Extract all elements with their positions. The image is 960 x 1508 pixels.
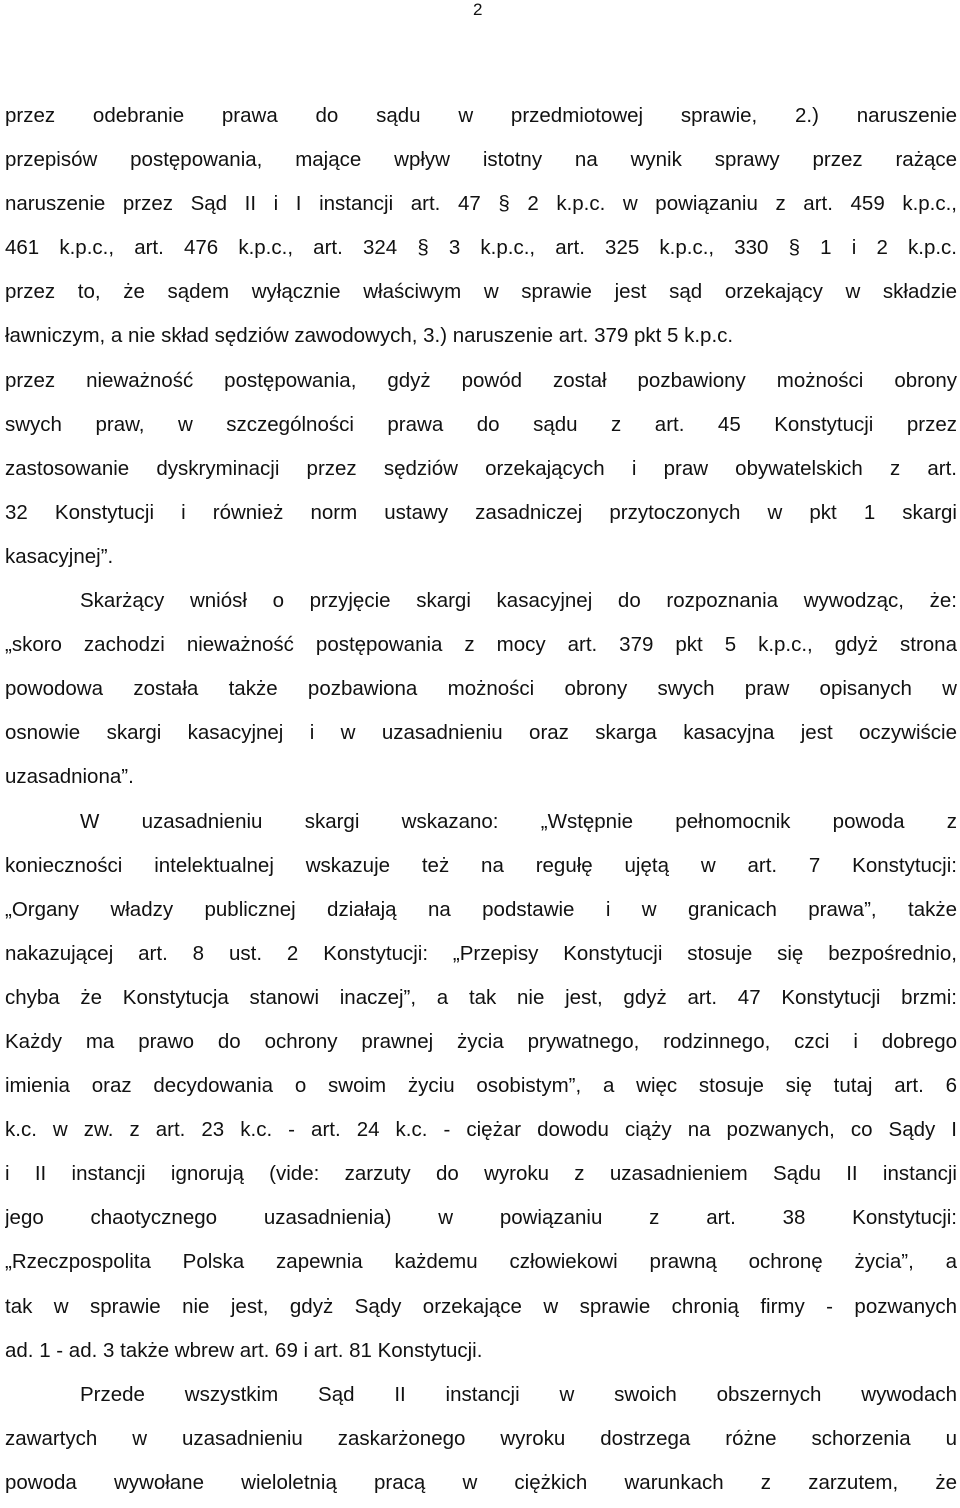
text-line: swych praw, w szczególności prawa do sądu z art. 45 Konstytucji przez [5,412,957,436]
text-line: naruszenie przez Sąd II i I instancji art. 47 § 2 k.p.c. w powiązaniu z art. 459 k.p.c., [5,192,957,216]
text-line: przez to, że sądem wyłącznie właściwym w sprawie jest sąd orzekający w składzie [5,280,957,304]
text-line: ławniczym, a nie skład sędziów zawodowych, 3.) naruszenie art. 379 pkt 5 k.p.c. [5,324,734,348]
text-line: powoda wywołane wieloletnią pracą w ciężkich warunkach z zarzutem, że [5,1470,957,1494]
text-line: zawartych w uzasadnieniu zaskarżonego wyroku dostrzega różne schorzenia u [5,1426,957,1450]
text-line: jego chaotycznego uzasadnienia) w powiązaniu z art. 38 Konstytucji: [5,1206,957,1230]
text-line: tak w sprawie nie jest, gdyż Sądy orzekające w sprawie chronią firmy - pozwanych [5,1294,957,1318]
text-line: powodowa została także pozbawiona możności obrony swych praw opisanych w [5,677,957,701]
text-line: i II instancji ignorują (vide: zarzuty do wyroku z uzasadnieniem Sądu II instancji [5,1162,957,1186]
text-line: „skoro zachodzi nieważność postępowania z mocy art. 379 pkt 5 k.p.c., gdyż strona [5,633,957,657]
text-line: osnowie skargi kasacyjnej i w uzasadnieniu oraz skarga kasacyjna jest oczywiście [5,721,957,745]
text-line: chyba że Konstytucja stanowi inaczej”, a tak nie jest, gdyż art. 47 Konstytucji brzmi: [5,985,957,1009]
text-line: ad. 1 - ad. 3 także wbrew art. 69 i art. 81 Konstytucji. [5,1338,483,1362]
text-line: „Rzeczpospolita Polska zapewnia każdemu człowiekowi prawną ochronę życia”, a [5,1250,957,1274]
text-line: kasacyjnej”. [5,544,114,568]
text-line: Przede wszystkim Sąd II instancji w swoich obszernych wywodach [80,1382,957,1406]
text-line: Skarżący wniósł o przyjęcie skargi kasacyjnej do rozpoznania wywodząc, że: [80,589,957,613]
text-line: k.c. w zw. z art. 23 k.c. - art. 24 k.c. - ciężar dowodu ciąży na pozwanych, co Sądy I [5,1118,957,1142]
document-body [5,94,957,1505]
text-line: przepisów postępowania, mające wpływ istotny na wynik sprawy przez rażące [5,148,957,172]
page-number: 2 [473,0,483,19]
text-line: 32 Konstytucji i również norm ustawy zasadniczej przytoczonych w pkt 1 skargi [5,500,957,524]
text-line: Każdy ma prawo do ochrony prawnej życia prywatnego, rodzinnego, czci i dobrego [5,1029,957,1053]
text-line: imienia oraz decydowania o swoim życiu osobistym”, a więc stosuje się tutaj art. 6 [5,1074,957,1098]
text-line: przez nieważność postępowania, gdyż powód został pozbawiony możności obrony [5,368,957,392]
text-line: przez odebranie prawa do sądu w przedmiotowej sprawie, 2.) naruszenie [5,104,957,127]
text-line: „Organy władzy publicznej działają na podstawie i w granicach prawa”, także [5,897,957,921]
text-line: W uzasadnieniu skargi wskazano: „Wstępnie pełnomocnik powoda z [80,809,957,833]
text-line: zastosowanie dyskryminacji przez sędziów orzekających i praw obywatelskich z art. [5,456,957,480]
text-line: uzasadniona”. [5,765,134,789]
text-line: nakazującej art. 8 ust. 2 Konstytucji: „Przepisy Konstytucji stosuje się bezpośrednio, [5,941,957,965]
text-line: konieczności intelektualnej wskazuje też na regułę ujętą w art. 7 Konstytucji: [5,853,957,877]
text-line: 461 k.p.c., art. 476 k.p.c., art. 324 § 3 k.p.c., art. 325 k.p.c., 330 § 1 i 2 k.p.c. [5,236,957,260]
